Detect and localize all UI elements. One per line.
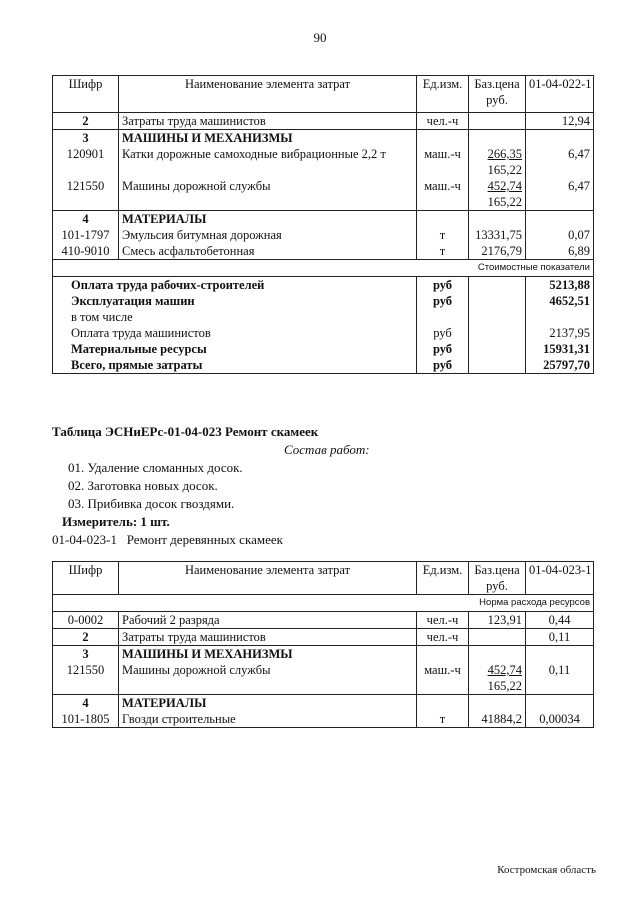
price-secondary: 165,22 — [487, 195, 522, 209]
row-name: Машины дорожной службы — [119, 178, 417, 211]
row-price: 123,91 — [469, 612, 526, 629]
header-code: Шифр — [53, 76, 119, 113]
row-code: 2 — [53, 629, 119, 646]
total-price-empty — [469, 325, 526, 341]
row-value: 0,11 — [526, 662, 594, 695]
total-price-empty — [469, 293, 526, 309]
row-value: 0,11 — [526, 629, 594, 646]
row-value: 0,07 — [526, 227, 594, 243]
total-row — [53, 341, 594, 357]
row-value: 0,00034 — [526, 711, 594, 728]
cost-note-row — [53, 260, 594, 277]
row-unit: маш.-ч — [417, 662, 469, 695]
row-price: 2176,79 — [469, 243, 526, 260]
header-price: Баз.цена руб. — [469, 76, 526, 113]
table-header-row — [53, 76, 594, 113]
total-row — [53, 309, 594, 325]
footer-region: Костромская область — [497, 864, 596, 876]
work-item: 02. Заготовка новых досок. — [68, 478, 218, 493]
header-price: Баз.цена руб. — [469, 562, 526, 595]
work-item: 01. Удаление сломанных досок. — [68, 460, 243, 475]
total-label: Эксплуатация машин — [53, 293, 417, 309]
total-unit: руб — [417, 357, 469, 374]
row-value: 6,47 — [526, 178, 594, 211]
price-main: 266,35 — [487, 147, 522, 161]
price-secondary: 165,22 — [487, 679, 522, 693]
row-price: 13331,75 — [469, 227, 526, 243]
page-number: 90 — [313, 30, 327, 45]
row-price — [469, 146, 526, 178]
row-value: 12,94 — [526, 113, 594, 130]
cost-table-2 — [52, 561, 594, 728]
row-code: 121550 — [53, 662, 119, 695]
header-name: Наименование элемента затрат — [119, 76, 417, 113]
total-price-empty — [469, 277, 526, 294]
total-row — [53, 325, 594, 341]
cost-note: Стоимостные показатели — [53, 260, 594, 277]
total-unit: руб — [417, 277, 469, 294]
totals-section — [53, 277, 594, 374]
code-line: 01-04-023-1 Ремонт деревянных скамеек — [52, 532, 283, 547]
total-value: 5213,88 — [526, 277, 594, 294]
total-row — [53, 293, 594, 309]
table-row — [53, 711, 594, 728]
group-code: 4 — [53, 695, 119, 712]
row-name: Рабочий 2 разряда — [119, 612, 417, 629]
row-unit: чел.-ч — [417, 113, 469, 130]
group-title: МАШИНЫ И МЕХАНИЗМЫ — [119, 130, 417, 147]
total-value: 15931,31 — [526, 341, 594, 357]
row-code: 101-1797 — [53, 227, 119, 243]
table-row — [53, 612, 594, 629]
total-label: Всего, прямые затраты — [53, 357, 417, 374]
table-row — [53, 227, 594, 243]
group-row — [53, 646, 594, 663]
header-unit: Ед.изм. — [417, 562, 469, 595]
group-code: 4 — [53, 211, 119, 228]
section-title: Таблица ЭСНиЕРс-01-04-023 Ремонт скамеек — [52, 424, 319, 439]
total-label: в том числе — [53, 309, 417, 325]
table-row — [53, 146, 594, 178]
row-name: Гвозди строительные — [119, 711, 417, 728]
row-unit: чел.-ч — [417, 612, 469, 629]
total-unit: руб — [417, 293, 469, 309]
total-unit — [417, 309, 469, 325]
total-label: Оплата труда рабочих-строителей — [53, 277, 417, 294]
price-secondary: 165,22 — [487, 163, 522, 177]
row-code: 0-0002 — [53, 612, 119, 629]
table-row — [53, 178, 594, 211]
total-value: 25797,70 — [526, 357, 594, 374]
group-title: МАШИНЫ И МЕХАНИЗМЫ — [119, 646, 417, 663]
row-unit: т — [417, 711, 469, 728]
row-value: 6,47 — [526, 146, 594, 178]
total-label: Оплата труда машинистов — [53, 325, 417, 341]
row-code: 101-1805 — [53, 711, 119, 728]
group-row — [53, 130, 594, 147]
cost-table-1 — [52, 75, 594, 374]
row-code: 410-9010 — [53, 243, 119, 260]
row-name: Затраты труда машинистов — [119, 629, 417, 646]
table-row — [53, 662, 594, 695]
group-title: МАТЕРИАЛЫ — [119, 211, 417, 228]
total-price-empty — [469, 309, 526, 325]
total-value — [526, 309, 594, 325]
row-price — [469, 178, 526, 211]
row-price: 41884,2 — [469, 711, 526, 728]
row-unit: чел.-ч — [417, 629, 469, 646]
total-row — [53, 277, 594, 294]
total-row — [53, 357, 594, 374]
group-code: 3 — [53, 130, 119, 147]
header-norm-code: 01-04-023-1 — [526, 562, 594, 595]
norm-note-row — [53, 595, 594, 612]
row-value: 6,89 — [526, 243, 594, 260]
group-row — [53, 211, 594, 228]
price-main: 452,74 — [487, 179, 522, 193]
group-row — [53, 695, 594, 712]
total-value: 2137,95 — [526, 325, 594, 341]
row-code: 121550 — [53, 178, 119, 211]
header-unit: Ед.изм. — [417, 76, 469, 113]
total-value: 4652,51 — [526, 293, 594, 309]
row-name: Смесь асфальтобетонная — [119, 243, 417, 260]
total-label: Материальные ресурсы — [53, 341, 417, 357]
row-name: Затраты труда машинистов — [119, 113, 417, 130]
row-code: 2 — [53, 113, 119, 130]
row-unit: т — [417, 243, 469, 260]
norm-note: Норма расхода ресурсов — [53, 595, 594, 612]
table-row — [53, 243, 594, 260]
row-unit: т — [417, 227, 469, 243]
total-unit: руб — [417, 325, 469, 341]
header-name: Наименование элемента затрат — [119, 562, 417, 595]
row-unit: маш.-ч — [417, 146, 469, 178]
table-row — [53, 629, 594, 646]
header-norm-code: 01-04-022-1 — [526, 76, 594, 113]
row-value: 0,44 — [526, 612, 594, 629]
total-price-empty — [469, 341, 526, 357]
total-unit: руб — [417, 341, 469, 357]
table-header-row — [53, 562, 594, 595]
work-item: 03. Прибивка досок гвоздями. — [68, 496, 235, 511]
table-row — [53, 113, 594, 130]
measure-line: Измеритель: 1 шт. — [62, 514, 170, 529]
row-unit: маш.-ч — [417, 178, 469, 211]
price-main: 452,74 — [487, 663, 522, 677]
row-name: Эмульсия битумная дорожная — [119, 227, 417, 243]
header-code: Шифр — [53, 562, 119, 595]
row-code: 120901 — [53, 146, 119, 178]
row-name: Машины дорожной службы — [119, 662, 417, 695]
row-name: Катки дорожные самоходные вибрационные 2,2 т — [119, 146, 417, 178]
row-price — [469, 662, 526, 695]
group-code: 3 — [53, 646, 119, 663]
total-price-empty — [469, 357, 526, 374]
group-title: МАТЕРИАЛЫ — [119, 695, 417, 712]
row-price — [469, 113, 526, 130]
works-heading: Состав работ: — [284, 442, 370, 457]
